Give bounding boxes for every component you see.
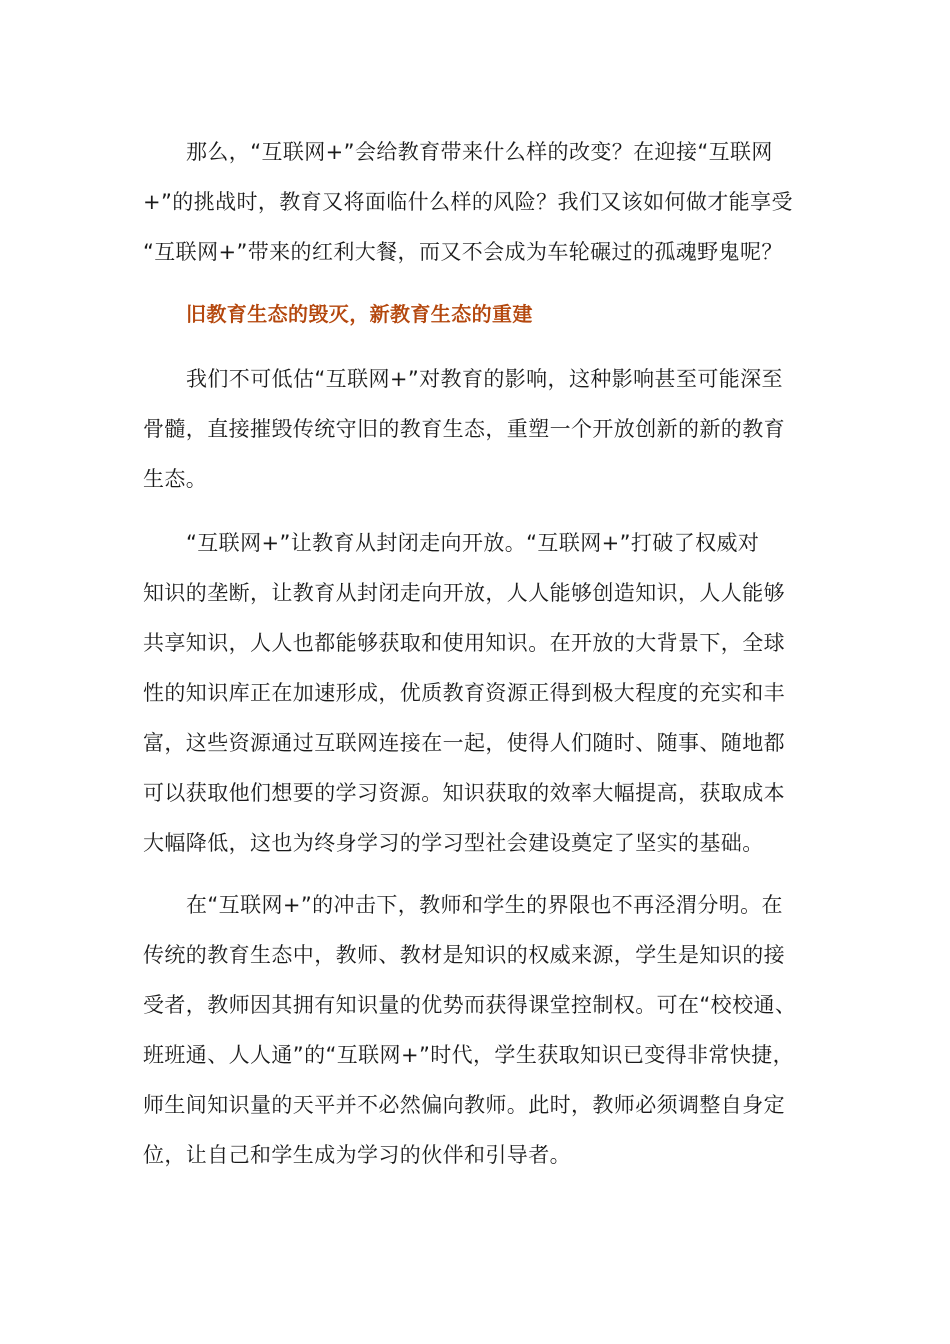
paragraph-line: 生态。 [143, 467, 208, 491]
paragraph-line: 师生间知识量的天平并不必然偏向教师。此时，教师必须调整自身定 [143, 1093, 785, 1117]
paragraph-line: 班班通、人人通”的“互联网+”时代，学生获取知识已变得非常快捷， [143, 1043, 795, 1067]
section-heading: 旧教育生态的毁灭，新教育生态的重建 [186, 302, 533, 326]
paragraph-line: 传统的教育生态中，教师、教材是知识的权威来源，学生是知识的接 [143, 943, 785, 967]
paragraph-line: 共享知识，人人也都能够获取和使用知识。在开放的大背景下，全球 [143, 631, 785, 655]
paragraph-line: 大幅降低，这也为终身学习的学习型社会建设奠定了坚实的基础。 [143, 831, 764, 855]
paragraph-line: 位，让自己和学生成为学习的伙伴和引导者。 [143, 1143, 571, 1167]
paragraph-line: 在“互联网+”的冲击下，教师和学生的界限也不再泾渭分明。在 [186, 893, 783, 917]
paragraph-line: 受者，教师因其拥有知识量的优势而获得课堂控制权。可在“校校通、 [143, 993, 797, 1017]
paragraph-line: 那么，“互联网+”会给教育带来什么样的改变？在迎接“互联网 [186, 140, 773, 164]
paragraph-line: 我们不可低估“互联网+”对教育的影响，这种影响甚至可能深至 [186, 367, 783, 391]
paragraph-line: 骨髓，直接摧毁传统守旧的教育生态，重塑一个开放创新的新的教育 [143, 417, 785, 441]
paragraph-line: 可以获取他们想要的学习资源。知识获取的效率大幅提高，获取成本 [143, 781, 785, 805]
paragraph-line: 富，这些资源通过互联网连接在一起，使得人们随时、随事、随地都 [143, 731, 785, 755]
paragraph-line: 性的知识库正在加速形成，优质教育资源正得到极大程度的充实和丰 [143, 681, 785, 705]
paragraph-line: “互联网+”让教育从封闭走向开放。“互联网+”打破了权威对 [186, 531, 760, 555]
paragraph-line: 知识的垄断，让教育从封闭走向开放，人人能够创造知识，人人能够 [143, 581, 785, 605]
paragraph-line: +”的挑战时，教育又将面临什么样的风险？我们又该如何做才能享受 [143, 190, 793, 214]
paragraph-line: “互联网+”带来的红利大餐，而又不会成为车轮碾过的孤魂野鬼呢？ [143, 240, 783, 264]
